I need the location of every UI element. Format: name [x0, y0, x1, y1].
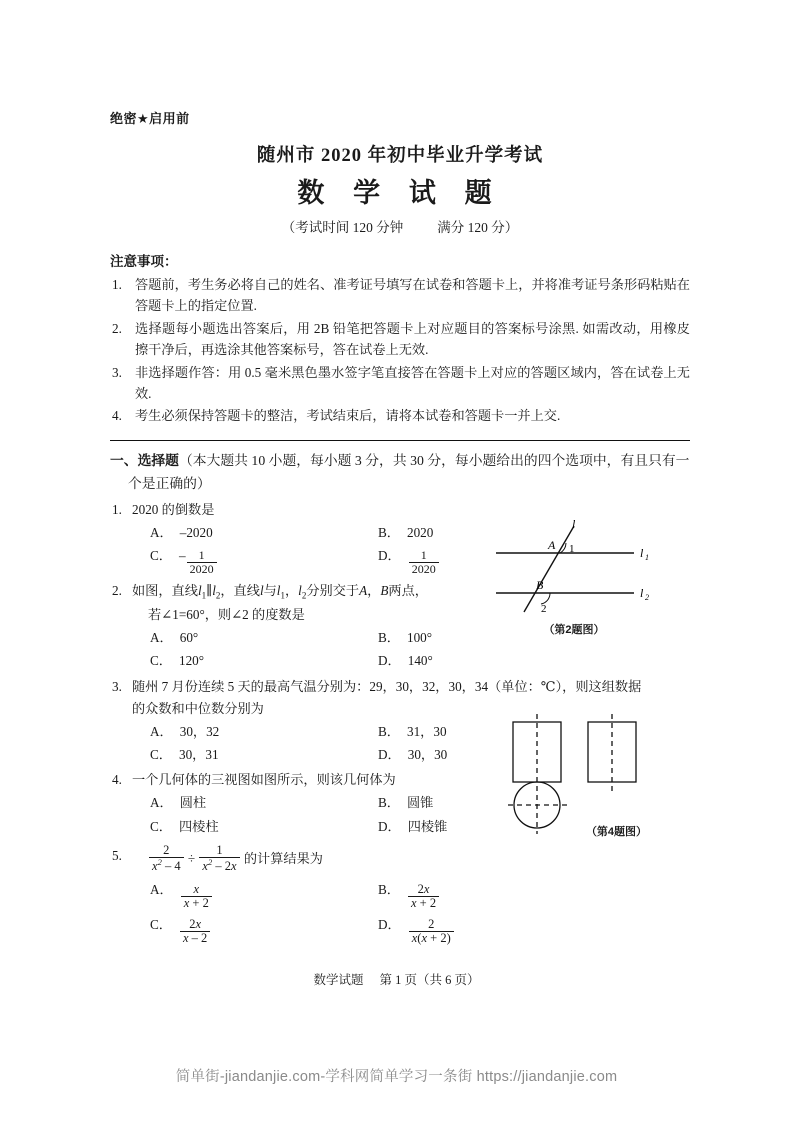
notice-number: 2.	[112, 320, 122, 336]
footer-page-info: 第 1 页（共 6 页）	[379, 973, 480, 987]
question-stem-line1: 如图，直线$l_1\parallel l_2$，直线l与$l_1$，$l_2$分别交于A，B两点，	[132, 583, 428, 601]
question-number: 3.	[112, 678, 122, 694]
option-b[interactable]	[378, 522, 433, 544]
exam-total-score: 满分 120 分）	[437, 220, 519, 235]
option-d[interactable]	[378, 650, 433, 672]
section-label: 一、选择题	[110, 452, 179, 468]
notices-heading: 注意事项：	[110, 254, 178, 269]
option-row	[150, 650, 522, 672]
option-row	[150, 792, 522, 814]
option-label: A．	[150, 795, 173, 811]
page-footer	[0, 970, 793, 988]
notice-number: 4.	[112, 408, 122, 424]
option-label: D．	[378, 653, 401, 669]
label-l: l	[572, 520, 576, 531]
label-A: A	[548, 538, 556, 552]
notice-number: 1.	[112, 277, 122, 292]
option-text: 圆锥	[406, 795, 434, 811]
option-c[interactable]	[150, 744, 378, 766]
option-text: 30，32	[179, 723, 220, 739]
notice-item	[110, 274, 690, 317]
notice-text: 考生必须保持答题卡的整洁，考试结束后，请将本试卷和答题卡一并上交.	[135, 408, 561, 424]
fraction: $\frac{1}{2020}$	[409, 549, 439, 576]
question-stem: 一个几何体的三视图如图所示，则该几何体为	[132, 772, 396, 788]
label-angle-1: 1	[569, 543, 575, 555]
option-text: 四棱柱	[178, 818, 219, 834]
option-row	[150, 914, 690, 948]
option-label: A．	[150, 525, 173, 541]
notice-text: 答题前，考生务必将自己的姓名、准考证号填写在试卷和答题卡上，并将准考证号条形码粘贴在答题卡上的指定位置.	[135, 277, 690, 314]
option-c[interactable]	[150, 650, 378, 672]
label-l1: l	[640, 546, 644, 560]
notice-item	[110, 405, 690, 426]
option-text: 120°	[178, 653, 205, 669]
figure-caption: （第4题图）	[585, 826, 648, 838]
option-label: C．	[150, 548, 172, 564]
option-label: B．	[378, 723, 400, 739]
label-angle-2: 2	[541, 603, 547, 615]
parallel-lines-diagram	[488, 520, 688, 615]
footer-subject: 数学试题	[313, 973, 364, 987]
question-number: 1.	[112, 502, 122, 518]
option-a[interactable]	[150, 627, 378, 649]
option-label: C．	[150, 653, 172, 669]
option-d[interactable]	[378, 914, 455, 947]
option-label: D．	[378, 747, 401, 763]
label-l2-sub: 2	[645, 593, 649, 602]
question-5	[110, 842, 690, 948]
question-number: 5.	[112, 847, 122, 863]
fraction: $\frac{x}{x + 2}$	[181, 883, 212, 911]
option-row	[150, 879, 690, 913]
option-text: 31，30	[406, 723, 447, 739]
option-label: D．	[378, 818, 401, 834]
question-4	[110, 769, 522, 838]
option-label: A．	[150, 881, 173, 897]
question-number: 4.	[112, 772, 122, 788]
notice-text: 非选择题作答：用 0.5 毫米黑色墨水签字笔直接答在答题卡上对应的答题区域内，答在试卷上无效.	[135, 364, 690, 401]
option-text: 圆柱	[179, 795, 207, 811]
option-c[interactable]	[150, 914, 378, 947]
option-text: 四棱锥	[407, 818, 448, 834]
option-label: D．	[378, 916, 401, 932]
option-label: B．	[378, 630, 400, 646]
option-d[interactable]	[378, 816, 447, 838]
exam-duration: （考试时间 120 分钟	[281, 220, 404, 235]
fraction: $\frac{1}{2020}$	[187, 549, 217, 576]
option-label: A．	[150, 630, 173, 646]
notice-text: 选择题每小题选出答案后，用 2B 铅笔把答题卡上对应题目的答案标号涂黑. 如需改动，用橡皮擦干净后，再选涂其他答案标号，答在试卷上无效.	[135, 320, 690, 358]
question-options	[132, 792, 522, 837]
option-label: A．	[150, 723, 173, 739]
secrecy-notice: 绝密★启用前	[110, 111, 190, 126]
question-stem-tail: 的计算结果为	[243, 850, 323, 866]
section-heading	[110, 449, 690, 496]
question-stem-line2: 若∠1=60°，则∠2 的度数是	[148, 607, 305, 623]
option-c[interactable]	[150, 545, 378, 577]
option-a[interactable]	[150, 721, 378, 743]
option-a[interactable]	[150, 522, 378, 544]
option-text: 30，30	[407, 747, 448, 763]
fraction: $\frac{2}{x(x + 2)}$	[409, 918, 454, 946]
fraction: $\frac{2x}{x - 2}$	[180, 918, 210, 946]
option-sign: –	[178, 548, 186, 564]
question-options	[132, 879, 690, 948]
option-label: B．	[378, 525, 400, 541]
option-label: D．	[378, 548, 401, 564]
question-number: 2.	[112, 583, 122, 599]
three-view-drawing	[495, 712, 690, 834]
option-label: B．	[378, 795, 400, 811]
option-text: 60°	[179, 630, 199, 646]
section-divider	[110, 440, 690, 441]
notice-number: 3.	[112, 364, 122, 380]
option-text: 140°	[407, 653, 433, 669]
divide-operator: ÷	[187, 850, 196, 866]
notice-item	[110, 318, 690, 361]
option-b[interactable]	[378, 792, 433, 814]
label-l1-sub: 1	[645, 553, 649, 562]
figure-caption: （第2题图）	[543, 624, 605, 636]
option-label: C．	[150, 747, 172, 763]
option-text: –2020	[179, 525, 213, 541]
option-d[interactable]	[378, 744, 447, 766]
question-stem: 2020 的倒数是	[132, 502, 215, 518]
option-b[interactable]	[378, 721, 447, 743]
question-stem-line2: 的众数和中位数分别为	[132, 700, 264, 716]
fraction: $\frac{2}{x^2 - 4}$	[149, 844, 184, 874]
option-b[interactable]	[378, 627, 432, 649]
option-b[interactable]	[378, 879, 440, 912]
notices-list	[110, 274, 690, 427]
option-a[interactable]	[150, 792, 378, 814]
fraction: $\frac{2x}{x + 2}$	[408, 883, 439, 911]
figure-question-4	[495, 712, 690, 839]
option-text: 100°	[406, 630, 433, 646]
figure-question-2	[488, 520, 688, 637]
option-text: 2020	[406, 525, 434, 541]
fraction: $\frac{1}{x^2 - 2x}$	[199, 844, 239, 874]
subject-title: 数 学 试 题	[297, 178, 503, 208]
option-a[interactable]	[150, 879, 378, 912]
section-description-line2: 个是正确的）	[128, 476, 211, 492]
exam-meta	[110, 216, 690, 236]
watermark: 简单街-jiandanjie.com-学科网简单学习一条街 https://jiandanjie.com	[175, 1069, 618, 1085]
option-label: C．	[150, 818, 172, 834]
exam-title: 随州市 2020 年初中毕业升学考试	[256, 146, 544, 166]
option-d[interactable]	[378, 545, 440, 577]
option-label: C．	[150, 916, 172, 932]
question-stem-line1: 随州 7 月份连续 5 天的最高气温分别为：29，30，32，30，34（单位：℃），则这组数据	[132, 678, 642, 694]
option-label: B．	[378, 881, 400, 897]
notice-item	[110, 362, 690, 405]
option-row	[150, 816, 522, 838]
label-B: B	[536, 578, 544, 592]
label-l2: l	[640, 586, 644, 600]
question-stem	[132, 842, 690, 875]
section-description-line1: （本大题共 10 小题，每小题 3 分，共 30 分，每小题给出的四个选项中，有且只有一	[178, 452, 690, 468]
option-text: 30，31	[178, 747, 219, 763]
option-c[interactable]	[150, 816, 378, 838]
